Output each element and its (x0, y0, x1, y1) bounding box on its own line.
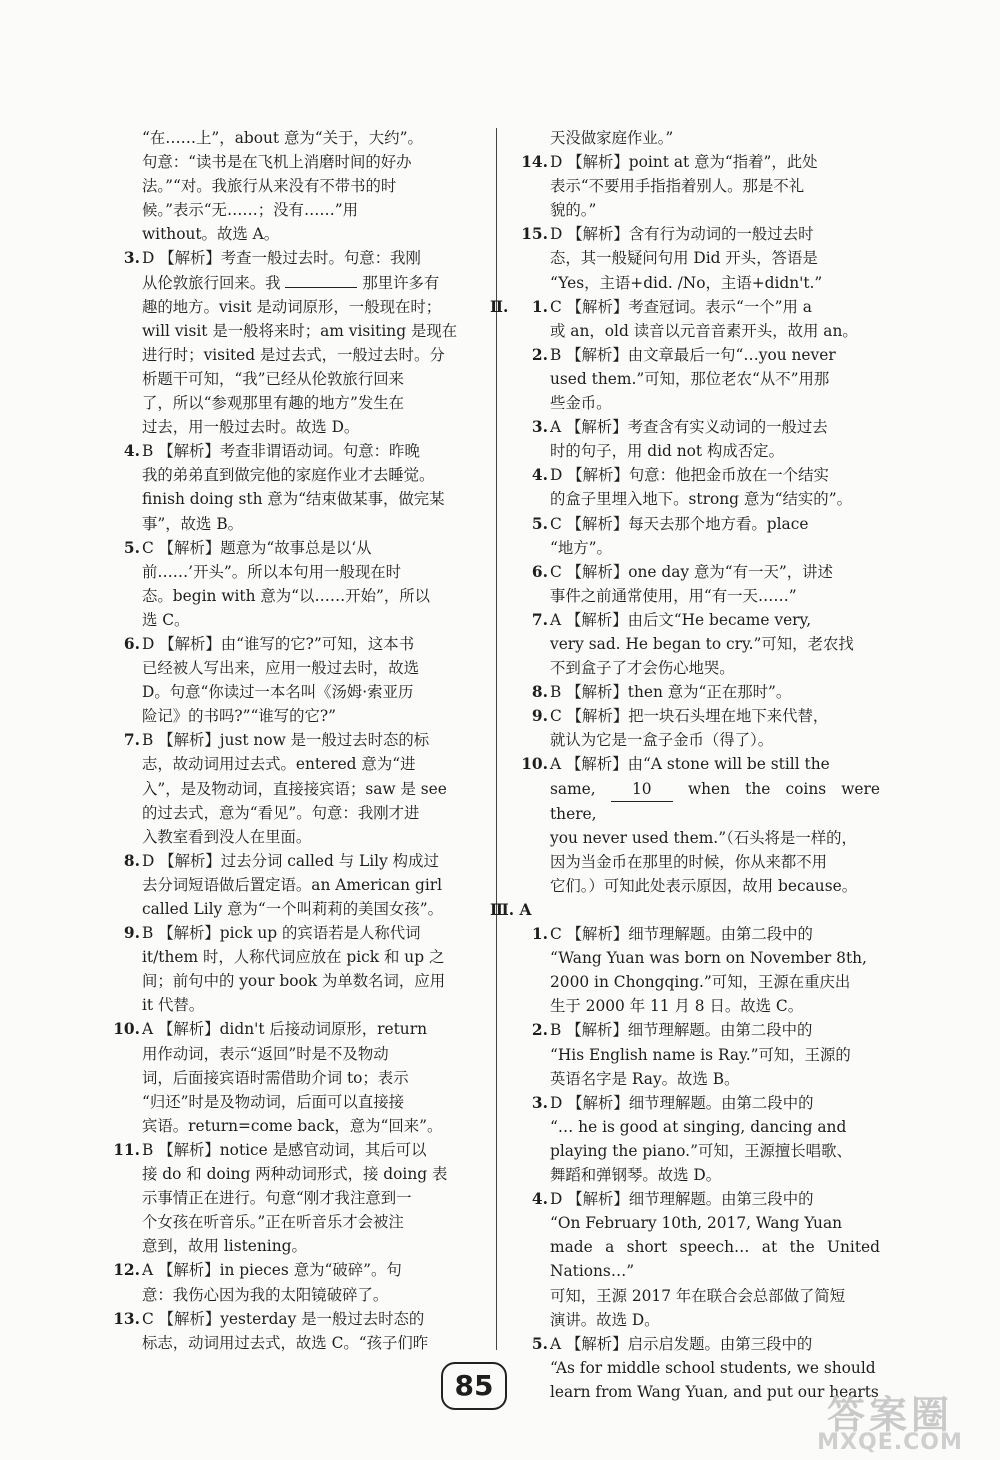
text-line: 标志，动词用过去式，故选 C。“孩子们昨 (142, 1333, 429, 1352)
text-line: 我的弟弟直到做完他的家庭作业才去睡觉。 (142, 466, 435, 485)
text-line: 可知，王源 2017 年在联合会总部做了简短 (550, 1286, 846, 1305)
item-number: 4. (531, 1190, 548, 1209)
right-items-b (520, 295, 880, 898)
answer-blank: 10 (611, 777, 673, 802)
text-line: 过去，用一般过去时。故选 D。 (142, 418, 360, 437)
item-number: 13. (113, 1309, 140, 1328)
text-line: 句意：“读书是在飞机上消磨时间的好办 (142, 153, 412, 172)
answer-item (112, 849, 472, 921)
item-number: 7. (123, 731, 140, 750)
text-line: A 【解析】由“A stone will be still the (550, 755, 830, 774)
item-number: 9. (531, 707, 548, 726)
right-column (490, 126, 881, 1404)
text-line: D 【解析】细节理解题。由第三段中的 (550, 1190, 814, 1209)
text-line: 入”，是及物动词，直接接宾语；saw 是 see (142, 779, 447, 798)
text-line: 因为当金币在那里的时候，你从来都不用 (550, 852, 828, 871)
text-line: it/them 时，人称代词应放在 pick 和 up 之 (142, 948, 445, 967)
watermark-url: MXQE.COM (817, 1430, 963, 1455)
item-number: 3. (531, 1093, 548, 1112)
answer-item (112, 536, 472, 632)
text-line: 的盒子里埋入地下。strong 意为“结实的”。 (550, 490, 852, 509)
text-line: 就认为它是一盒子金币（得了）。 (550, 731, 774, 750)
text-line: 事”，故选 B。 (142, 514, 244, 533)
text-line: 或 an，old 读音以元音音素开头，故用 an。 (550, 321, 858, 340)
text-line: A 【解析】由后文“He became very, (550, 610, 812, 629)
text-line: 意到，故用 listening。 (142, 1237, 307, 1256)
section-3-heading (490, 898, 880, 922)
text-line: B 【解析】then 意为“正在那时”。 (550, 683, 792, 702)
left-items (112, 246, 472, 1354)
text-line: “在……上”，about 意为“关于，大约”。 (142, 129, 423, 147)
text-line: B 【解析】由文章最后一句“…you never (550, 345, 836, 364)
text-line: 词，后面接宾语时需借助介词 to；表示 (142, 1068, 409, 1087)
text-line: “归还”时是及物动词，后面可以直接接 (142, 1092, 404, 1111)
text-line: “His English name is Ray.”可知，王源的 (550, 1045, 851, 1064)
text-line: 生于 2000 年 11 月 8 日。故选 C。 (550, 997, 804, 1016)
answer-item (520, 1018, 880, 1090)
text-line: C 【解析】题意为“故事总是以‘从 (142, 538, 372, 557)
text-line: 它们。）可知此处表示原因，故用 because。 (550, 876, 858, 895)
text-line: 时的句子，用 did not 构成否定。 (550, 442, 784, 461)
item-number: 4. (531, 466, 548, 485)
text-line: same, 10 when the coins were there, (550, 777, 880, 826)
text-line: 志，故动词用过去式。entered 意为“进 (142, 755, 416, 774)
item-number: 11. (113, 1140, 140, 1159)
text-line: 已经被人写出来，应用一般过去时，故选 (142, 659, 420, 678)
answer-item (520, 150, 880, 222)
item-number: 2. (531, 1021, 548, 1040)
item-number: 6. (531, 562, 548, 581)
item-number: 3. (123, 249, 140, 268)
text-line: A 【解析】didn't 后接动词原形，return (142, 1020, 427, 1039)
item-number: 14. (521, 153, 548, 172)
right-items-c (520, 922, 880, 1404)
text-line: 事件之前通常使用，用“有一天……” (550, 586, 797, 605)
answer-item (520, 1091, 880, 1187)
item-number: 12. (113, 1261, 140, 1280)
text-line: 析题干可知，“我”已经从伦敦旅行回来 (142, 369, 404, 388)
answer-item (112, 1258, 472, 1306)
text-line: C 【解析】每天去那个地方看。place (550, 514, 809, 533)
text-line: C 【解析】考查冠词。表示“一个”用 a (550, 297, 812, 316)
item-number: 1. (531, 297, 548, 316)
text-line: 的过去式，意为“看见”。句意：我刚才进 (142, 803, 420, 822)
item-number: 9. (123, 924, 140, 943)
answer-item (520, 1187, 880, 1332)
text-line: A 【解析】启示启发题。由第三段中的 (550, 1334, 813, 1353)
text-line: D。句意“你读过一本名叫《汤姆·索亚历 (142, 683, 414, 702)
text-line: without。故选 A。 (142, 225, 280, 244)
answer-item (112, 1307, 472, 1355)
text-line: used them.”可知，那位老农“从不”用那 (550, 369, 830, 388)
text-line: will visit 是一般将来时；am visiting 是现在 (142, 321, 458, 340)
item-number: 10. (521, 755, 548, 774)
text-line: 入教室看到没人在里面。 (142, 827, 312, 846)
text-line: made a short speech… at the United Nations…” (550, 1238, 880, 1281)
answer-item (520, 922, 880, 1018)
text-line: 貌的。” (550, 201, 597, 220)
text-line: B 【解析】just now 是一般过去时态的标 (142, 731, 430, 750)
text-line: called Lily 意为“一个叫莉莉的美国女孩”。 (142, 900, 443, 918)
text-line: 2000 in Chongqing.”可知，王源在重庆出 (550, 973, 851, 992)
text-line: 不到盒子了才会伤心地哭。 (550, 659, 735, 678)
text-line: 演讲。故选 D。 (550, 1310, 660, 1329)
text-line: “On February 10th, 2017, Wang Yuan (550, 1214, 843, 1233)
text-line: C 【解析】把一块石头埋在地下来代替， (550, 707, 829, 726)
text-line: C 【解析】yesterday 是一般过去时态的 (142, 1309, 425, 1328)
item-number: 15. (521, 225, 548, 244)
text-line: 法。”“对。我旅行从来没有不带书的时 (142, 177, 397, 196)
item-number: 3. (531, 418, 548, 437)
text-line: 宾语。return=come back，意为“回来”。 (142, 1116, 443, 1135)
answer-item (112, 632, 472, 728)
text-line: 候。”表示“无……；没有……”用 (142, 201, 358, 220)
text-line: C 【解析】细节理解题。由第二段中的 (550, 925, 813, 944)
page-number: 85 (441, 1362, 507, 1410)
text-line: 去分词短语做后置定语。an American girl (142, 875, 443, 894)
left-intro (112, 126, 472, 246)
answer-item (520, 222, 880, 294)
text-line: 态，其一般疑问句用 Did 开头，答语是 (550, 249, 818, 268)
item-number: 5. (123, 538, 140, 557)
item-number: 7. (531, 610, 548, 629)
text-line: 接 do 和 doing 两种动词形式，接 doing 表 (142, 1165, 448, 1184)
text-line: D 【解析】含有行为动词的一般过去时 (550, 225, 814, 244)
answer-item (520, 415, 880, 463)
text-line: D 【解析】过去分词 called 与 Lily 构成过 (142, 851, 439, 870)
text-line: 舞蹈和弹钢琴。故选 D。 (550, 1166, 722, 1185)
item-number: 5. (531, 1334, 548, 1353)
text-line: D 【解析】由“谁写的它?”可知，这本书 (142, 634, 415, 653)
item-number: 10. (113, 1020, 140, 1039)
answer-item (112, 728, 472, 848)
watermark-logo (790, 1384, 990, 1456)
text-line: 从伦敦旅行回来。我 那里许多有 (142, 273, 440, 292)
text-line: very sad. He began to cry.”可知，老农找 (550, 634, 854, 653)
right-intro (520, 126, 880, 150)
right-items-a (520, 150, 880, 295)
item-number: 5. (531, 514, 548, 533)
answer-item (520, 295, 880, 343)
text-line: 表示“不要用手指指着别人。那是不礼 (550, 177, 805, 196)
text-line: 趣的地方。visit 是动词原形，一般现在时； (142, 297, 442, 316)
section-2-label: Ⅱ. (490, 297, 509, 316)
answer-item (112, 439, 472, 535)
text-line: 进行时；visited 是过去式，一般过去时。分 (142, 345, 445, 364)
text-line: 意：我伤心因为我的太阳镜破碎了。 (142, 1285, 389, 1304)
text-line: 些金币。 (550, 394, 612, 413)
text-line: 态。begin with 意为“以……开始”，所以 (142, 586, 431, 605)
answer-item (112, 1017, 472, 1137)
answer-item (520, 343, 880, 415)
text-line: 示事情正在进行。句意“刚才我注意到一 (142, 1189, 412, 1208)
answer-item (520, 560, 880, 608)
text-line: “Yes，主语+did. /No，主语+didn't.” (550, 273, 823, 292)
text-line: B 【解析】细节理解题。由第二段中的 (550, 1021, 813, 1040)
text-line: playing the piano.”可知，王源擅长唱歌、 (550, 1141, 852, 1160)
answer-item (520, 680, 880, 704)
text-line: learn from Wang Yuan, and put our hearts (550, 1382, 879, 1401)
text-line: you never used them.”（石头将是一样的， (550, 828, 857, 847)
text-line: “地方”。 (550, 538, 612, 557)
text-line: 间；前句中的 your book 为单数名词，应用 (142, 972, 446, 991)
text-line: D 【解析】考查一般过去时。句意：我刚 (142, 249, 421, 268)
text-line: B 【解析】notice 是感官动词，其后可以 (142, 1140, 427, 1159)
answer-item (520, 463, 880, 511)
text-line: “… he is good at singing, dancing and (550, 1117, 847, 1136)
answer-item (520, 704, 880, 752)
text-line: B 【解析】考查非谓语动词。句意：昨晚 (142, 442, 420, 461)
item-number: 8. (123, 851, 140, 870)
item-number: 2. (531, 345, 548, 364)
answer-item (112, 1138, 472, 1258)
section-3-label: Ⅲ. A (490, 901, 532, 919)
text-line: D 【解析】细节理解题。由第二段中的 (550, 1093, 814, 1112)
left-column (112, 126, 472, 1355)
text-line: “Wang Yuan was born on November 8th, (550, 949, 867, 968)
text-line: 了，所以“参观那里有趣的地方”发生在 (142, 394, 404, 413)
text-line: A 【解析】in pieces 意为“破碎”。句 (142, 1261, 402, 1280)
text-line: 个女孩在听音乐。”正在听音乐才会被注 (142, 1213, 404, 1232)
text-line: D 【解析】point at 意为“指着”，此处 (550, 153, 818, 172)
answer-item (112, 921, 472, 1017)
text-line: it 代替。 (142, 996, 205, 1015)
text-line: D 【解析】句意：他把金币放在一个结实 (550, 466, 829, 485)
item-number: 4. (123, 442, 140, 461)
item-number: 6. (123, 634, 140, 653)
answer-item (520, 752, 880, 898)
text-line: 英语名字是 Ray。故选 B。 (550, 1069, 740, 1088)
watermark-mark: 答案圈 (826, 1393, 953, 1437)
text-line: 用作动词，表示“返回”时是不及物动 (142, 1044, 389, 1063)
answer-item (520, 512, 880, 560)
text-line: 前……’开头”。所以本句用一般现在时 (142, 562, 402, 581)
item-number: 8. (531, 683, 548, 702)
answer-item (520, 608, 880, 680)
text-line: C 【解析】one day 意为“有一天”，讲述 (550, 562, 833, 581)
text-line: finish doing sth 意为“结束做某事，做完某 (142, 490, 445, 509)
item-number: 1. (531, 925, 548, 944)
answer-blank (285, 273, 357, 288)
text-line: 天没做家庭作业。” (550, 129, 674, 147)
text-line: 险记》的书吗?”“谁写的它?” (142, 707, 337, 726)
text-line: 选 C。 (142, 610, 190, 629)
text-line: A 【解析】考查含有实义动词的一般过去 (550, 418, 828, 437)
text-line: “As for middle school students, we should (550, 1358, 876, 1377)
text-line: B 【解析】pick up 的宾语若是人称代词 (142, 924, 421, 943)
answer-item (112, 246, 472, 439)
